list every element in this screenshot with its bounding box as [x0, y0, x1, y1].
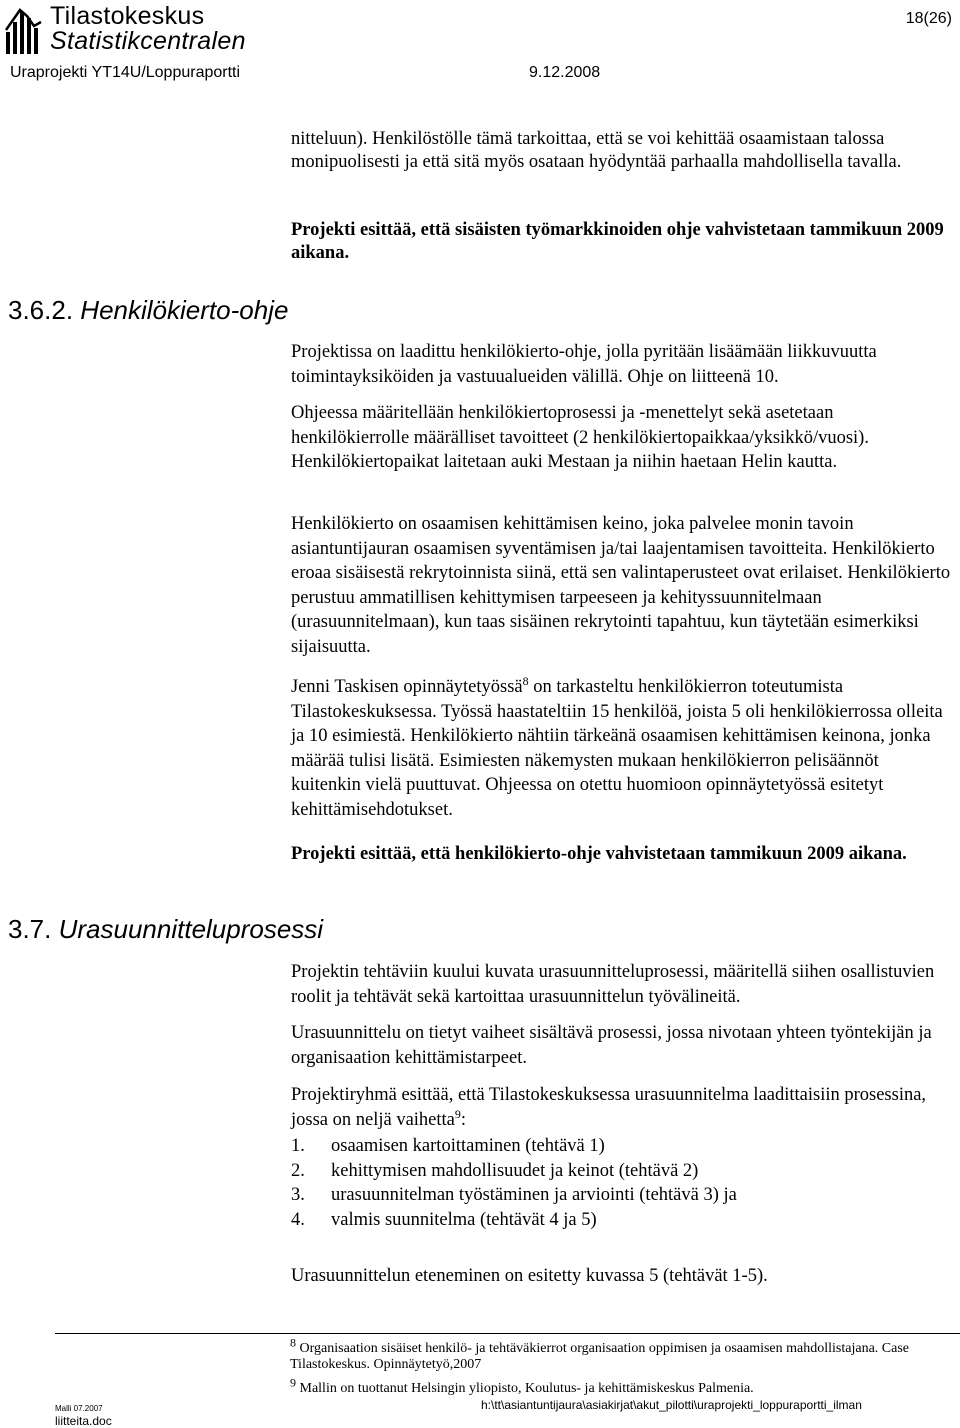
document-date: 9.12.2008 [529, 64, 601, 81]
section-3-6-2-paragraph-4 [291, 675, 951, 822]
footnote-8 [290, 1335, 960, 1373]
section-3-6-2-paragraph-3: Henkilökierto on osaamisen kehittämisen keino, joka palvelee monin tavoin asiantuntijauran osaamisen syventämisen ja/tai laajentamisen tavoitteita. Henkilökierto eroaa sisäisestä rekrytoinnista siinä, että sen valintaperusteet ovat erilaiset. Henkilökierto perustuu ammatillisen kehittymisen tarpeeseen ja kehityssuunnitelmaan (urasuunnitelmaan), kun taas sisäinen rekrytointi tapahtuu, kun täytetään esimerkiksi sijaisuutta. [291, 514, 951, 657]
paragraph-text-before-ref: Projektiryhmä esittää, että Tilastokeskuksessa urasuunnitelma laadittaisiin prosessina, jossa on neljä vaihetta [291, 1085, 927, 1130]
section-heading-3-6-2 [8, 295, 288, 326]
section-number: 3.6.2. [8, 295, 74, 325]
section-3-7-paragraph-3 [291, 1083, 951, 1132]
footnote-ref-9[interactable]: 9 [454, 1106, 461, 1121]
org-name-finnish: Tilastokeskus [50, 2, 205, 30]
list-item-number: 4. [291, 1209, 305, 1230]
intro-paragraph: nitteluun). Henkilöstölle tämä tarkoittaa, että se voi kehittää osaamistaan talossa monipuolisesti ja että sitä myös osataan hyödyntää parhaalla mahdollisella tavalla. [291, 129, 902, 172]
page-number: 18(26) [905, 10, 952, 27]
intro-recommendation: Projekti esittää, että sisäisten työmarkkinoiden ohje vahvistetaan tammikuun 2009 aikana. [291, 220, 944, 263]
footnote-number: 9 [290, 1375, 296, 1390]
list-item-text: osaamisen kartoittaminen (tehtävä 1) [331, 1136, 605, 1156]
paragraph-text-before-ref: Jenni Taskisen opinnäytetyössä [291, 677, 523, 697]
footnote-9 [290, 1375, 960, 1397]
list-item-number: 3. [291, 1185, 305, 1205]
list-item-number: 2. [291, 1160, 305, 1181]
list-item-number: 1. [291, 1136, 305, 1156]
statistics-finland-logo-icon [4, 4, 44, 56]
section-3-6-2-recommendation: Projekti esittää, että henkilökierto-ohje vahvistetaan tammikuun 2009 aikana. [291, 844, 907, 864]
document-title: Uraprojekti YT14U/Loppuraportti [10, 64, 241, 81]
section-3-6-2-paragraph-1: Projektissa on laadittu henkilökierto-ohje, jolla pyritään lisäämään liikkuvuutta toimintayksiköiden ja vastuualueiden välillä. Ohje on liitteenä 10. [291, 342, 877, 387]
footnote-number: 8 [290, 1335, 296, 1350]
file-path: h:\tt\asiantuntijaura\asiakirjat\akut_pilotti\uraprojekti_loppuraportti_ilman [481, 1398, 862, 1412]
list-item [291, 1159, 951, 1184]
list-item [291, 1208, 951, 1233]
phase-list [291, 1134, 951, 1232]
footnote-text: Mallin on tuottanut Helsingin yliopisto, Koulutus- ja kehittämiskeskus Palmenia. [299, 1381, 754, 1396]
list-item-text: urasuunnitelman työstäminen ja arviointi (tehtävä 3) ja [331, 1185, 737, 1205]
footer-divider [55, 1333, 960, 1334]
section-title: Urasuunnitteluprosessi [58, 914, 324, 944]
file-name: liitteita.doc [55, 1414, 112, 1428]
list-item-text: kehittymisen mahdollisuudet ja keinot (tehtävä 2) [331, 1160, 699, 1181]
section-3-6-2-paragraph-2: Ohjeessa määritellään henkilökiertoprosessi ja -menettelyt sekä asetetaan henkilökierrolle määrälliset tavoitteet (2 henkilökiertopaikkaa/yksikkö/vuosi). Henkilökiertopaikat laitetaan auki Mestaan ja niihin haetaan Helin kautta. [291, 403, 869, 472]
list-item [291, 1134, 951, 1159]
section-3-7-paragraph-2: Urasuunnittelu on tietyt vaiheet sisältävä prosessi, jossa nivotaan yhteen työntekijän ja organisaation kehittämistarpeet. [291, 1023, 932, 1068]
section-heading-3-7 [8, 914, 323, 945]
list-item-text: valmis suunnitelma (tehtävät 4 ja 5) [331, 1209, 597, 1230]
section-3-7-paragraph-4: Urasuunnittelun eteneminen on esitetty kuvassa 5 (tehtävät 1-5). [291, 1266, 768, 1286]
list-item [291, 1183, 951, 1208]
org-name-swedish: Statistikcentralen [50, 27, 246, 55]
section-3-7-paragraph-1: Projektin tehtäviin kuului kuvata urasuunnitteluprosessi, määritellä siihen osallistuvien roolit ja tehtävät sekä kartoittaa urasuunnittelun työvälineitä. [291, 962, 935, 1007]
footnote-ref-8[interactable]: 8 [522, 673, 529, 688]
section-title: Henkilökierto-ohje [80, 295, 289, 325]
section-number: 3.7. [8, 914, 52, 944]
paragraph-text-after-ref: : [460, 1109, 467, 1130]
footnote-text: Organisaation sisäiset henkilö- ja tehtäväkierrot organisaation oppimisen ja osaamisen mahdollistajana. Case Tilastokeskus. Opinnäytetyö,2007 [290, 1341, 909, 1372]
template-version: Malli 07.2007 [55, 1404, 103, 1413]
paragraph-text-after-ref: on tarkasteltu henkilökierron toteutumista Tilastokeskuksessa. Työssä haastateltiin 15 henkilöä, joista 5 oli henkilökierrossa olleita ja 10 esimiestä. Henkilökierto nähtiin tärkeänä osaamisen kehittämisen keinona, jonka määrää tulisi lisätä. Esimiesten näkemysten mukaan henkilökierron pelisäännöt kuitenkin vielä puuttuvat. Ohjeessa on otettu huomioon opinnäytetyössä esitetyt kehittämisehdotukset. [291, 677, 943, 820]
